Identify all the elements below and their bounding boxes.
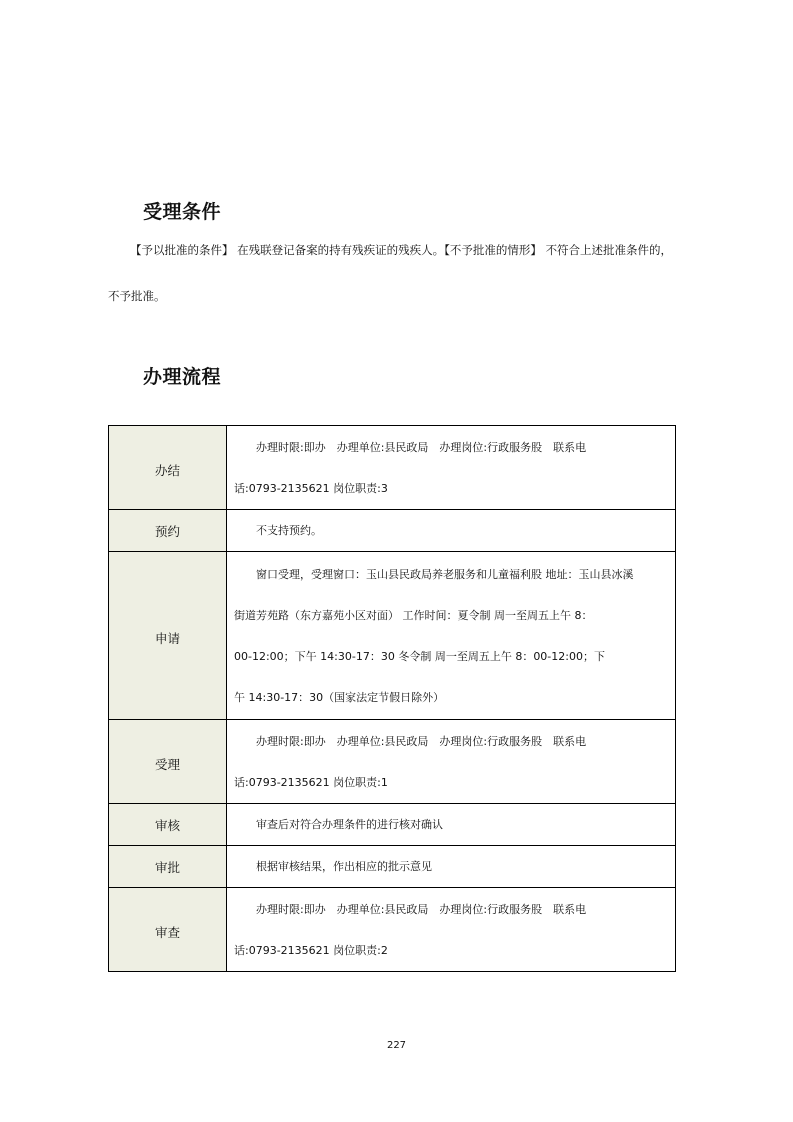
description-line: 午 14:30-17：30（国家法定节假日除外） — [234, 690, 445, 704]
description-line: 不支持预约。 — [256, 524, 322, 537]
description-line: 根据审核结果，作出相应的批示意见 — [256, 860, 432, 873]
process-step-name: 审查 — [109, 888, 227, 972]
process-step-name: 审批 — [109, 846, 227, 888]
table-row — [109, 510, 676, 552]
approve-text: 在残联登记备案的持有残疾证的残疾人。 — [237, 243, 445, 257]
section-title-conditions: 受理条件 — [143, 201, 222, 223]
description-line: 窗口受理，受理窗口：玉山县民政局养老服务和儿童福利股 地址：玉山县冰溪 — [256, 567, 634, 581]
process-step-description — [227, 552, 676, 720]
reject-text: 不符合上述批准条件的， — [545, 243, 673, 257]
description-line: 办理时限:即办 办理单位:县民政局 办理岗位:行政服务股 联系电 — [256, 440, 587, 454]
page-number: 227 — [386, 1040, 407, 1051]
process-step-name: 预约 — [109, 510, 227, 552]
section-title-process: 办理流程 — [143, 366, 222, 388]
reject-label: 【不予批准的情形】 — [444, 243, 542, 257]
reject-text-cont: 不予批准。 — [108, 289, 166, 303]
description-line: 话:0793-2135621 岗位职责:2 — [234, 943, 388, 957]
process-step-description — [227, 804, 676, 846]
description-line: 办理时限:即办 办理单位:县民政局 办理岗位:行政服务股 联系电 — [256, 902, 587, 916]
process-step-description — [227, 426, 676, 510]
process-step-description — [227, 888, 676, 972]
process-step-name: 受理 — [109, 720, 227, 804]
conditions-paragraph — [108, 227, 718, 319]
description-line: 00-12:00；下午 14:30-17：30 冬令制 周一至周五上午 8：00-12:00；下 — [234, 649, 605, 663]
table-row — [109, 804, 676, 846]
process-step-name: 申请 — [109, 552, 227, 720]
table-row — [109, 720, 676, 804]
description-line: 话:0793-2135621 岗位职责:3 — [234, 481, 388, 495]
table-row — [109, 552, 676, 720]
description-line: 街道芳苑路（东方嘉苑小区对面） 工作时间：夏令制 周一至周五上午 8： — [234, 608, 593, 622]
approve-label: 【予以批准的条件】 — [130, 243, 234, 257]
table-row — [109, 426, 676, 510]
table-row — [109, 888, 676, 972]
process-table — [108, 425, 676, 972]
table-row — [109, 846, 676, 888]
process-step-name: 审核 — [109, 804, 227, 846]
description-line: 审查后对符合办理条件的进行核对确认 — [256, 818, 443, 831]
process-step-name: 办结 — [109, 426, 227, 510]
process-step-description — [227, 720, 676, 804]
process-step-description — [227, 510, 676, 552]
description-line: 话:0793-2135621 岗位职责:1 — [234, 775, 388, 789]
process-step-description — [227, 846, 676, 888]
description-line: 办理时限:即办 办理单位:县民政局 办理岗位:行政服务股 联系电 — [256, 734, 587, 748]
